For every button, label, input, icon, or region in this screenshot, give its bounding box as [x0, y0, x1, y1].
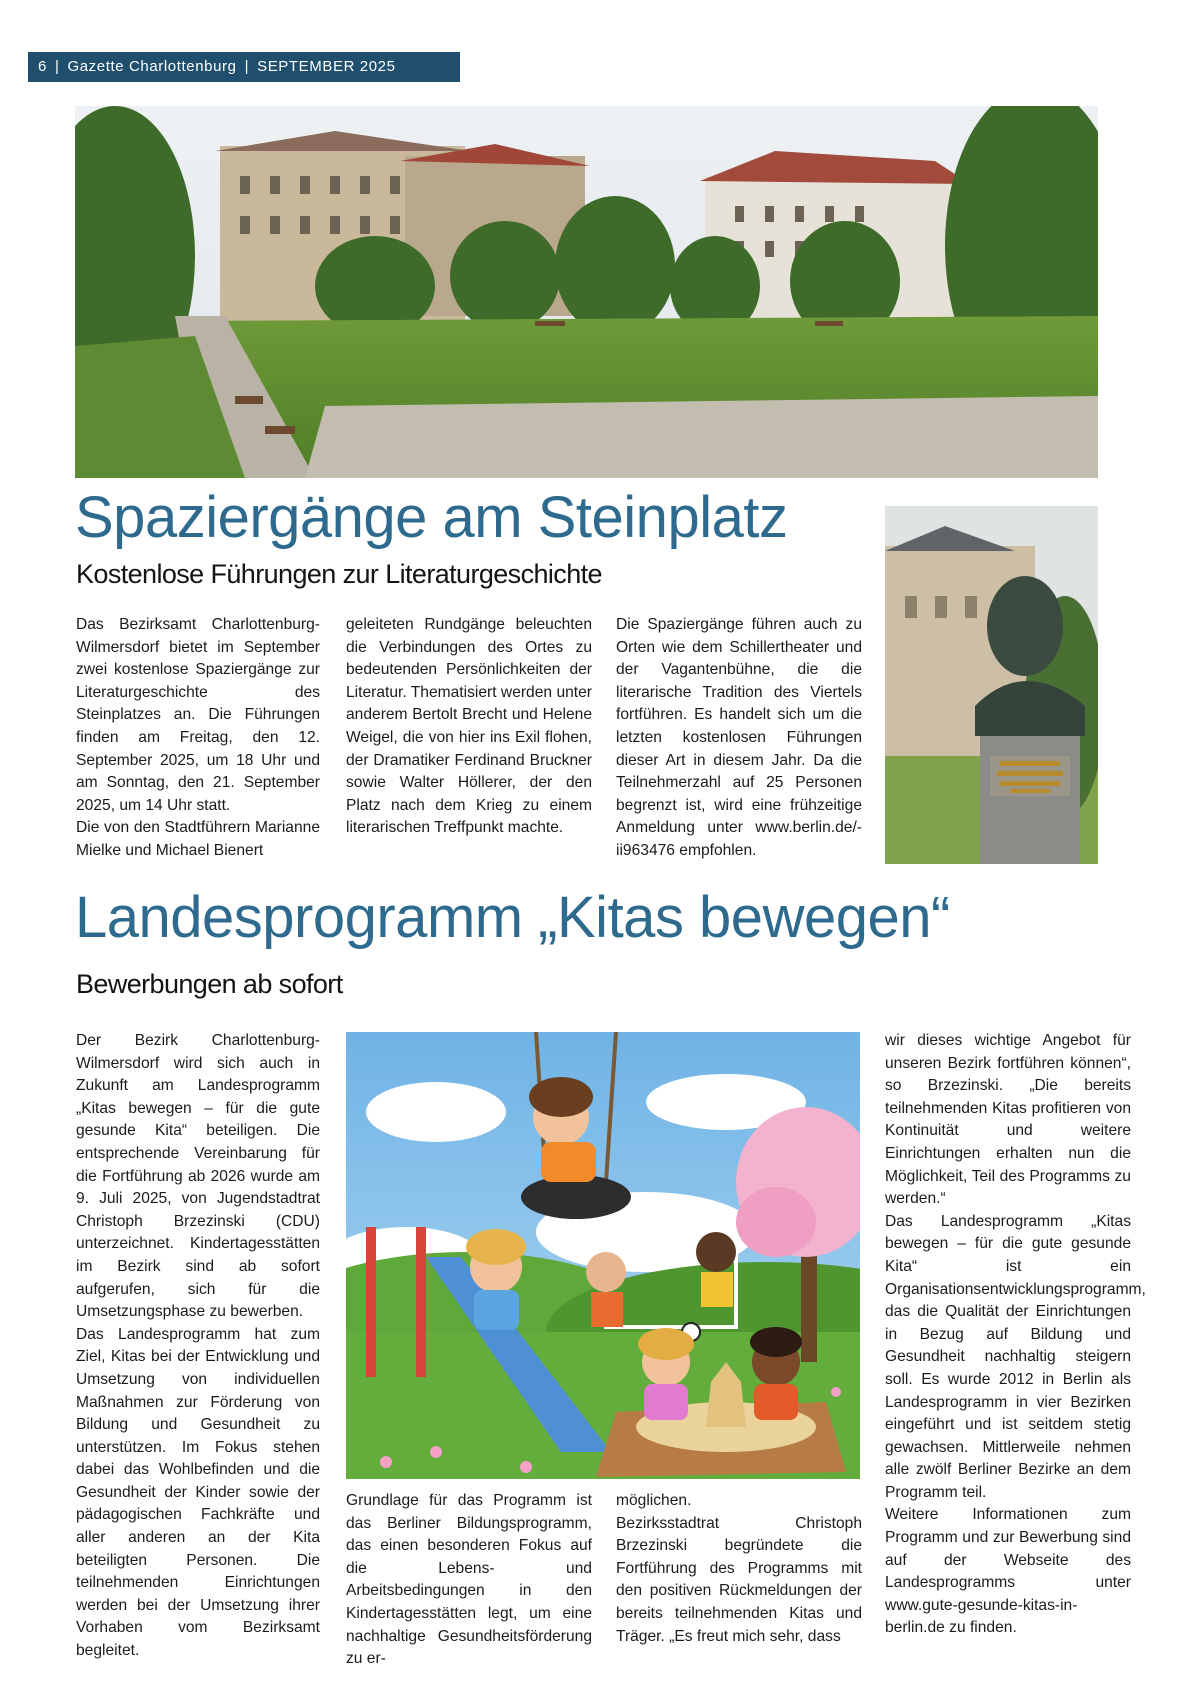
article2-column-4: [885, 1030, 1146, 1640]
article1-title: Spaziergänge am Steinplatz: [75, 485, 788, 550]
article1-column-2: [346, 614, 592, 840]
article1-paragraph-4: Die Spaziergänge führen auch zu Orten wie dem Schillertheater und der Vagantenbühne, die die literarische Tradition des Viertels fortführen. Es handelt sich um die letzten kostenlosen Führungen dieser Art in diesem Jahr. Da die Teilnehmerzahl auf 25 Personen begrenzt ist, wird eine frühzeitige Anmeldung unter www.berlin.de/-ii963476 empfohlen.: [616, 616, 862, 859]
article2-paragraph-1: Der Bezirk Charlottenburg-Wilmersdorf wird sich auch in Zukunft am Landesprogramm „Kitas bewegen – für die gute gesunde Kita“ beteiligen. Die entsprechende Vereinbarung für die Fortführung ab 2026 wurde am 9. Juli 2025, von Jugendstadtrat Christoph Brzezinski (CDU) unterzeichnet. Kindertagesstätten im Bezirk sind ab sofort aufgerufen, sich für die Umsetzungsphase zu bewerben.: [76, 1032, 320, 1321]
article2-paragraph-6: wir dieses wichtige Angebot für unseren Bezirk fortführen können“, so Brzezinski. „Die bereits teilnehmenden Kitas profitieren von Kontinuität und weitere Einrichtungen erhalten nun die Möglichkeit, Teil des Programms zu werden.“: [885, 1032, 1131, 1208]
steinplatz-park-photo: [75, 106, 1098, 478]
page-number: 6: [38, 58, 47, 75]
article1-paragraph-1: Das Bezirksamt Charlottenburg-Wilmersdorf bietet im September zwei kostenlose Spaziergänge zur Literaturgeschichte des Steinplatzes an. Die Führungen finden am Freitag, den 12. September 2025, um 18 Uhr und am Sonntag, den 21. September 2025, um 14 Uhr statt.: [76, 616, 320, 814]
article2-column-2: [346, 1490, 592, 1671]
article1-paragraph-3: geleiteten Rundgänge beleuchten die Verbindungen des Ortes zu bedeutenden Persönlichkeiten der Literatur. Thematisiert werden unter anderem Bertolt Brecht und Helene Weigel, die von hier ins Exil flohen, der Dramatiker Ferdinand Bruckner sowie Walter Höllerer, der den Platz nach dem Krieg zu einem literarischen Treffpunkt machte.: [346, 616, 592, 837]
playground-illustration: [346, 1032, 860, 1479]
article1-column-1: [76, 614, 320, 863]
article2-title: Landesprogramm „Kitas bewegen“: [75, 885, 950, 950]
article2-column-3: [616, 1490, 862, 1648]
bust-monument-photo: [885, 506, 1098, 864]
article2-paragraph-7: Das Landesprogramm „Kitas bewegen – für die gute gesunde Kita“ ist ein Organisationsentwicklungsprogramm, das die Qualität der Einrichtungen in Bezug auf Bildung und Gesundheit nachhaltig steigern soll. Es wurde 2012 in Berlin als Landesprogramm in vier Bezirken eingeführt und ist seitdem stetig gewachsen. Mittlerweile nehmen alle zwölf Berliner Bezirke an dem Programm teil.: [885, 1212, 1146, 1501]
article1-subtitle: Kostenlose Führungen zur Literaturgeschichte: [76, 559, 602, 589]
article1-column-3: [616, 614, 862, 863]
article2-paragraph-3: Grundlage für das Programm ist das Berliner Bildungsprogramm, das einen besonderen Fokus auf die Lebens- und Arbeitsbedingungen in den Kindertagesstätten legt, um eine nachhaltige Gesundheitsförderung zu er-: [346, 1492, 592, 1668]
publication-name: Gazette Charlottenburg: [67, 58, 237, 75]
article2-subtitle: Bewerbungen ab sofort: [76, 969, 343, 999]
article2-column-1: [76, 1030, 320, 1663]
article2-paragraph-8: Weitere Informationen zum Programm und zur Bewerbung sind auf der Webseite des Landesprogramms unter www.gute-gesunde-kitas-in-berlin.de zu finden.: [885, 1506, 1131, 1637]
article2-paragraph-4: möglichen.: [616, 1492, 692, 1509]
article2-paragraph-5: Bezirksstadtrat Christoph Brzezinski begründete die Fortführung des Programms mit den positiven Rückmeldungen der bereits teilnehmenden Kitas und Träger. „Es freut mich sehr, dass: [616, 1514, 862, 1645]
issue-date: SEPTEMBER 2025: [257, 58, 396, 75]
article1-paragraph-2: Die von den Stadtführern Marianne Mielke und Michael Bienert: [76, 819, 320, 859]
page-header-bar: 6 | Gazette Charlottenburg | SEPTEMBER 2025: [28, 52, 460, 82]
article2-paragraph-2: Das Landesprogramm hat zum Ziel, Kitas bei der Entwicklung und Umsetzung von individuellen Maßnahmen zur Förderung von Bildung und Gesundheit zu unterstützen. Im Fokus stehen dabei das Wohlbefinden und die Gesundheit der Kinder sowie der pädagogischen Fachkräfte und aller anderen an der Kita beteiligten Personen. Die teilnehmenden Einrichtungen werden bei der Umsetzung ihrer Vorhaben vom Bezirksamt begleitet.: [76, 1325, 320, 1660]
